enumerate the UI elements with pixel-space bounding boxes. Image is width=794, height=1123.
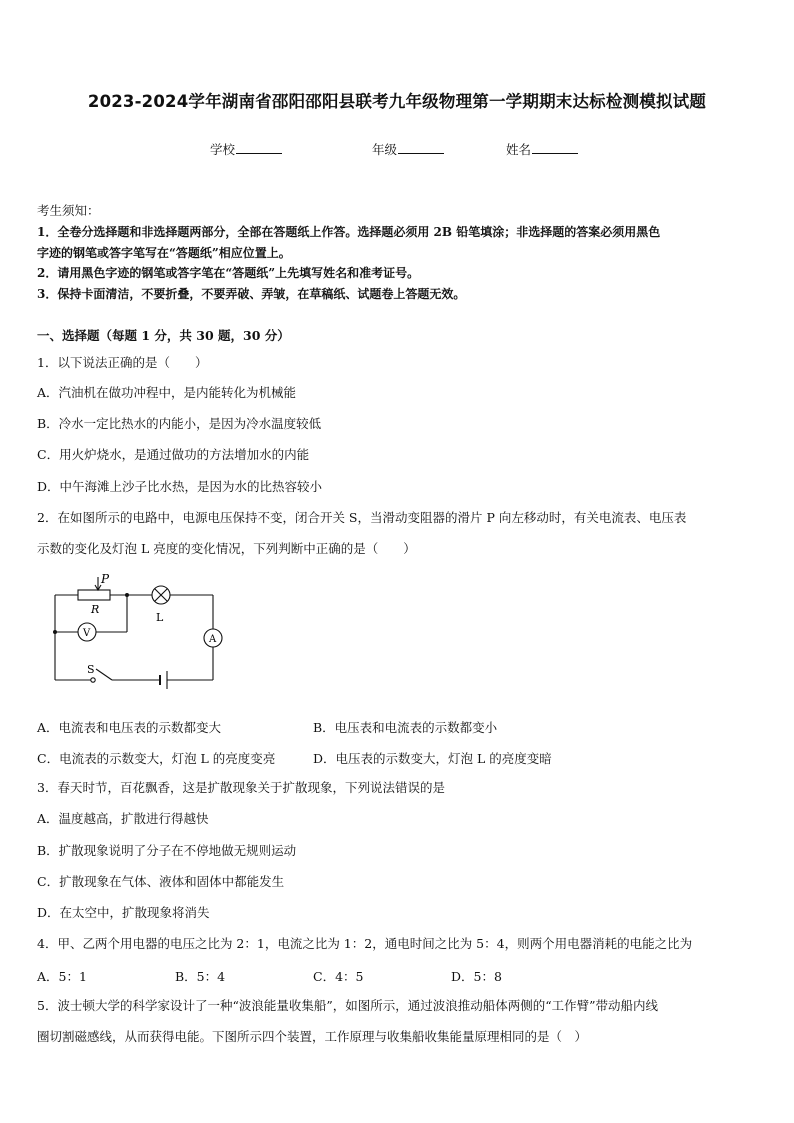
label-v: V [83, 628, 91, 639]
junction-top [125, 593, 129, 597]
switch-contact [91, 678, 95, 682]
notice-item-1-line-1: 1．全卷分选择题和非选择题两部分，全部在答题纸上作答。选择题必须用 2B 铅笔填涂；非选择题的答案必须用黑色 [37, 225, 661, 239]
school-blank [236, 140, 282, 154]
grade-label: 年级 [372, 142, 398, 157]
q4-option-b: B．5：4 [175, 969, 226, 984]
q3-option-c: C．扩散现象在气体、液体和固体中都能发生 [37, 874, 285, 889]
q4-stem: 4．甲、乙两个用电器的电压之比为 2：1，电流之比为 1：2，通电时间之比为 5：4，则两个用电器消耗的电能之比为 [37, 936, 693, 951]
q5-stem-line-2: 圈切割磁感线，从而获得电能。下图所示四个装置，工作原理与收集船收集能量原理相同的是（ ） [37, 1029, 588, 1044]
q2-option-b: B．电压表和电流表的示数都变小 [313, 720, 498, 735]
q2-option-a: A．电流表和电压表的示数都变大 [37, 720, 222, 735]
q3-stem: 3．春天时节，百花飘香，这是扩散现象关于扩散现象，下列说法错误的是 [37, 780, 445, 795]
notice-item-2: 2．请用黑色字迹的钢笔或答字笔在“答题纸”上先填写姓名和准考证号。 [37, 266, 420, 280]
name-blank [532, 140, 578, 154]
q1-option-a: A．汽油机在做功冲程中，是内能转化为机械能 [37, 385, 297, 400]
name-label: 姓名 [506, 142, 532, 157]
q1-option-b: B．冷水一定比热水的内能小，是因为冷水温度较低 [37, 416, 322, 431]
school-field [210, 140, 282, 158]
notice-item-3: 3．保持卡面清洁，不要折叠，不要弄破、弄皱，在草稿纸、试题卷上答题无效。 [37, 287, 466, 301]
notice-heading: 考生须知： [37, 203, 100, 218]
label-p: P [101, 572, 110, 586]
school-label: 学校 [210, 142, 236, 157]
q1-option-c: C．用火炉烧水，是通过做功的方法增加水的内能 [37, 447, 310, 462]
q1-stem: 1．以下说法正确的是（ ） [37, 355, 208, 370]
q2-stem-line-2: 示数的变化及灯泡 L 亮度的变化情况，下列判断中正确的是（ ） [37, 541, 416, 556]
label-r: R [91, 603, 100, 616]
switch-blade [96, 669, 112, 680]
q2-stem-line-1: 2．在如图所示的电路中，电源电压保持不变，闭合开关 S，当滑动变阻器的滑片 P 向左移动时，有关电流表、电压表 [37, 510, 687, 525]
exam-title: 2023-2024学年湖南省邵阳邵阳县联考九年级物理第一学期期末达标检测模拟试题 [87, 92, 707, 111]
label-s: S [87, 663, 95, 676]
q3-option-b: B．扩散现象说明了分子在不停地做无规则运动 [37, 843, 297, 858]
junction-left [53, 630, 57, 634]
section-heading: 一、选择题（每题 1 分，共 30 题，30 分） [37, 328, 290, 343]
q2-circuit-diagram [40, 572, 230, 696]
grade-blank [398, 140, 444, 154]
q4-option-c: C．4：5 [313, 969, 364, 984]
label-a: A [209, 634, 217, 645]
q2-option-c: C．电流表的示数变大，灯泡 L 的亮度变亮 [37, 751, 276, 766]
label-l: L [156, 611, 164, 624]
q2-option-d: D．电压表的示数变大，灯泡 L 的亮度变暗 [313, 751, 552, 766]
q5-stem-line-1: 5．波士顿大学的科学家设计了一种“波浪能量收集船”，如图所示，通过波浪推动船体两侧的“工作臂”带动船内线 [37, 998, 659, 1013]
grade-field [372, 140, 444, 158]
q3-option-a: A．温度越高，扩散进行得越快 [37, 811, 209, 826]
q4-option-a: A．5：1 [37, 969, 87, 984]
name-field [506, 140, 578, 158]
notice-item-1-line-2: 字迹的钢笔或答字笔写在“答题纸”相应位置上。 [37, 246, 291, 260]
q3-option-d: D．在太空中，扩散现象将消失 [37, 905, 210, 920]
q1-option-d: D．中午海滩上沙子比水热，是因为水的比热容较小 [37, 479, 323, 494]
q4-option-d: D．5：8 [451, 969, 502, 984]
rheostat-body [78, 590, 110, 600]
